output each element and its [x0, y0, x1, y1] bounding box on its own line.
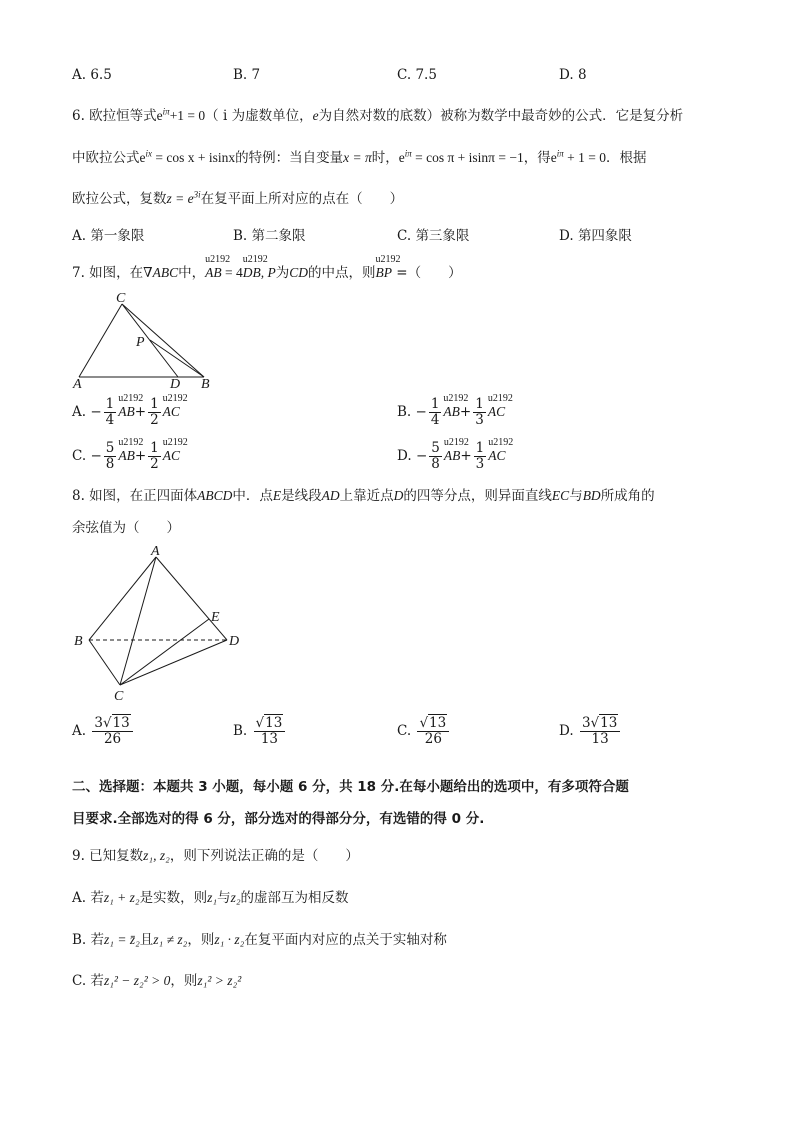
q7-option-c: C. − $\frac{5}{8}$ u2192 AB+ $\frac{1}{2}$ u2192 AC — [72, 441, 180, 472]
q7-label-c: C — [116, 291, 126, 306]
q6-option-d: D. 第四象限 — [559, 228, 632, 244]
q8-line1: 8. 如图，在正四面体ABCD中．点E是线段AD上靠近点D的四等分点，则异面直线EC与BD所成角的 — [72, 488, 655, 504]
section2-heading-line2: 目要求.全部选对的得 6 分，部分选对的得部分分，有选错的得 0 分. — [72, 811, 485, 827]
q6-option-a: A. 第一象限 — [72, 228, 145, 244]
q5-option-c: C. 7.5 — [397, 67, 437, 83]
q6-line1: 6. 欧拉恒等式$e^{i\pi}+1 = 0$（ i 为虚数单位，e为自然对数的底数）被称为数学中最奇妙的公式．它是复分析 — [72, 106, 684, 124]
q8-option-c: C. $\frac{√13}{26}$ — [397, 716, 451, 747]
q8-label-a: A — [151, 544, 160, 559]
q7-label-d: D — [170, 377, 181, 392]
q5-option-d: D. 8 — [559, 67, 587, 83]
q7-stem: 7. 如图，在∇ABC中，u2192 AB = 4u2192 DB, P为CD的中点，则u2192 BP =（ ） — [72, 261, 462, 281]
q5-option-b: B. 7 — [233, 67, 261, 83]
section2-heading-line1: 二、选择题：本题共 3 小题，每小题 6 分，共 18 分.在每小题给出的选项中，有多项符合题 — [72, 779, 629, 795]
q7-label-a: A — [73, 377, 82, 392]
q7-label-b: B — [201, 377, 210, 392]
q9-option-b: B. 若z₁ = z̄₂且z₁ ≠ z₂，则z₁ · z₂在复平面内对应的点关于实轴对称 — [72, 932, 447, 948]
q6-option-c: C. 第三象限 — [397, 228, 470, 244]
q8-label-d: D — [229, 634, 240, 649]
q8-tetrahedron-figure — [70, 540, 250, 705]
q8-label-b: B — [74, 634, 83, 649]
q8-option-b: B. $\frac{√13}{13}$ — [233, 716, 287, 747]
q9-option-a: A. 若z₁ + z₂是实数，则z₁与z₂的虚部互为相反数 — [72, 890, 349, 906]
q8-line2: 余弦值为（ ） — [72, 520, 180, 536]
q5-option-a: A. 6.5 — [72, 67, 112, 83]
q9-stem: 9. 已知复数z₁, z₂，则下列说法正确的是（ ） — [72, 848, 359, 864]
q8-label-e: E — [211, 610, 220, 625]
q7-triangle-figure — [70, 288, 220, 392]
q7-label-p: P — [136, 335, 145, 350]
q8-option-d: D. $\frac{3√13}{13}$ — [559, 716, 622, 747]
q7-option-a: A. − $\frac{1}{4}$ u2192 AB+ $\frac{1}{2}$ u2192 AC — [72, 397, 180, 428]
q6-line2: 中欧拉公式$e^{ix} = \cos x + isinx$的特例：当自变量x = π时，$e^{i\pi} = \cos \pi + isin\pi = -1$，得$e^{i\pi} + 1 = 0$．根据 — [72, 148, 647, 166]
q7-option-b: B. − $\frac{1}{4}$ u2192 AB+ $\frac{1}{3}$ u2192 AC — [397, 397, 505, 428]
q9-option-c: C. 若z₁² − z₂² > 0，则z₁² > z₂² — [72, 973, 242, 989]
q7-option-d: D. − $\frac{5}{8}$ u2192 AB+ $\frac{1}{3}$ u2192 AC — [397, 441, 506, 472]
q6-option-b: B. 第二象限 — [233, 228, 306, 244]
q8-option-a: A. $\frac{3√13}{26}$ — [72, 716, 135, 747]
q6-line3: 欧拉公式，复数$z = e^{3i}$在复平面上所对应的点在（ ） — [72, 189, 404, 207]
q8-label-c: C — [114, 689, 124, 704]
